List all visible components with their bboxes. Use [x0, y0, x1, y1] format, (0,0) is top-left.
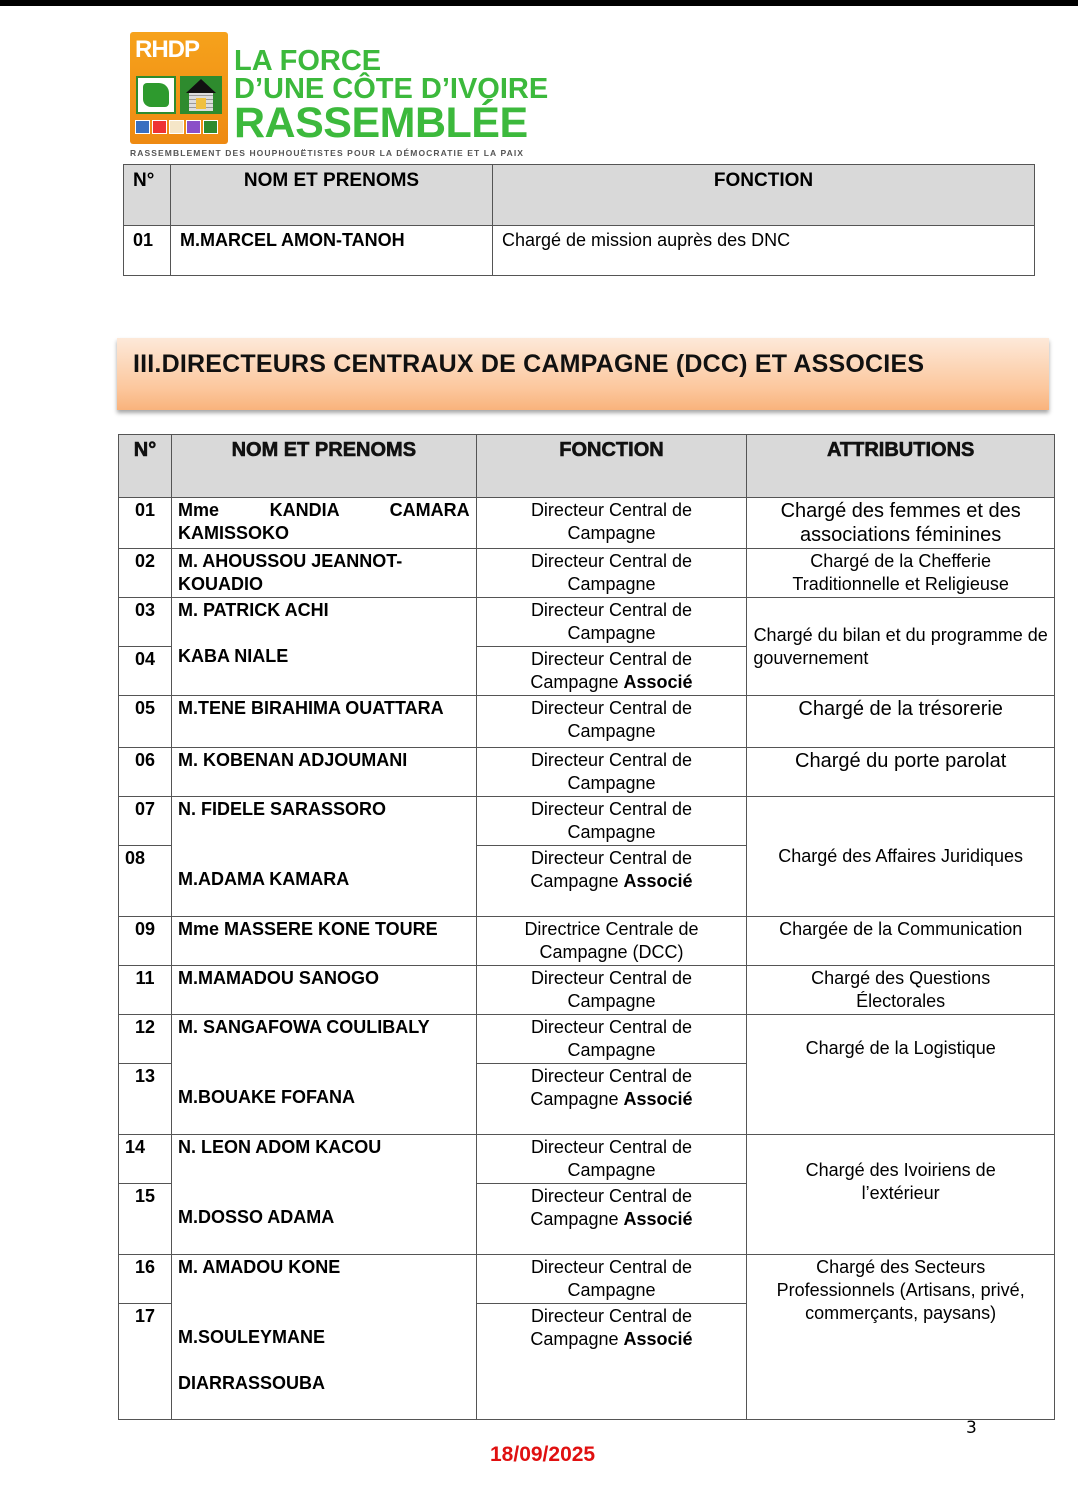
cell-fonction: [476, 1015, 747, 1064]
top-black-bar: [0, 0, 1078, 6]
attr-line: associations féminines: [800, 524, 1002, 546]
cell-number: 02: [119, 549, 172, 598]
cell-number: 12: [119, 1015, 172, 1064]
party-logo-icon-3: [169, 120, 184, 134]
fonction-line2: Campagne: [567, 623, 656, 643]
cell-number: 05: [119, 696, 172, 748]
cell-number: 13: [119, 1064, 172, 1135]
cell-name-merged: [171, 1135, 476, 1255]
cell-number: 15: [119, 1184, 172, 1255]
table-header-row: [124, 165, 1035, 226]
cell-name-merged: [171, 797, 476, 917]
associe-label: Associé: [623, 871, 693, 891]
cell-attributions: Chargé de la Logistique: [747, 1015, 1055, 1135]
fonction-line1: Directeur Central de: [530, 1257, 693, 1277]
attr-line: Traditionnelle et Religieuse: [792, 574, 1009, 594]
name-primary: M. SANGAFOWA COULIBALY: [177, 1017, 430, 1037]
fonction-line2: Campagne: [567, 991, 656, 1011]
associe-label: Associé: [623, 672, 693, 692]
cell-attributions: [747, 549, 1055, 598]
table-row: [119, 696, 1055, 748]
cell-fonction: [476, 1304, 747, 1420]
cell-fonction: [476, 1064, 747, 1135]
cell-fonction: Chargé de mission auprès des DNC: [493, 226, 1035, 276]
table-header-row: [119, 435, 1055, 498]
attr-line: Chargé des Ivoiriens de: [805, 1160, 996, 1180]
cell-name: Mme KANDIA CAMARA KAMISSOKO: [171, 498, 476, 549]
logo-subtitle: RASSEMBLEMENT DES HOUPHOUËTISTES POUR LA DÉMOCRATIE ET LA PAIX: [130, 148, 525, 158]
house-icon: [180, 76, 222, 114]
cell-attributions: Chargé des Affaires Juridiques: [747, 797, 1055, 917]
mission-table: [123, 164, 1035, 276]
fonction-line2: Campagne: [567, 574, 656, 594]
cell-name-merged: [171, 1255, 476, 1420]
fonction-line1: Directeur Central de: [530, 1017, 693, 1037]
name-associate-line1: M.SOULEYMANE: [177, 1327, 325, 1347]
cell-fonction: [476, 1184, 747, 1255]
table-row: [119, 498, 1055, 549]
header-name: NOM ET PRENOMS: [171, 165, 493, 226]
fonction-line1: Directrice Centrale de: [524, 919, 699, 939]
cell-attributions: [747, 1255, 1055, 1420]
ivory-coast-map-icon: [136, 76, 176, 114]
cell-name-merged: [171, 598, 476, 696]
name-associate: M.DOSSO ADAMA: [177, 1207, 335, 1227]
cell-number: 14: [119, 1135, 172, 1184]
header-attributions: ATTRIBUTIONS: [747, 435, 1055, 498]
logo-orange-badge: [130, 32, 228, 144]
name-associate: M.BOUAKE FOFANA: [177, 1087, 355, 1107]
section-banner: [117, 338, 1049, 410]
attr-line: Chargé des Questions: [811, 968, 991, 988]
fonction-line2: Campagne (DCC): [539, 942, 684, 962]
name-associate-line2: DIARRASSOUBA: [177, 1373, 325, 1393]
fonction-line1: Directeur Central de: [530, 500, 693, 520]
logo-slogan: [234, 45, 549, 148]
name-primary: M. AMADOU KONE: [177, 1257, 341, 1277]
cell-name: M.TENE BIRAHIMA OUATTARA: [171, 696, 476, 748]
fonction-line1: Directeur Central de: [530, 649, 693, 669]
cell-fonction: [476, 498, 747, 549]
cell-name-merged: [171, 1015, 476, 1135]
cell-fonction: [476, 696, 747, 748]
fonction-line2: Campagne: [567, 721, 656, 741]
cell-name: M.MAMADOU SANOGO: [171, 966, 476, 1015]
associe-label: Associé: [623, 1089, 693, 1109]
cell-attributions: Chargé du porte parolat: [747, 748, 1055, 797]
cell-attributions: [747, 498, 1055, 549]
cell-attributions: Chargée de la Communication: [747, 917, 1055, 966]
fonction-line1: Directeur Central de: [530, 1186, 693, 1206]
table-row: [119, 1015, 1055, 1064]
cell-number: 06: [119, 748, 172, 797]
cell-attributions: [747, 1135, 1055, 1255]
table-row: [119, 1255, 1055, 1304]
cell-fonction: [476, 1135, 747, 1184]
fonction-line2: Campagne: [567, 773, 656, 793]
cell-fonction: [476, 647, 747, 696]
logo-slogan-line1: LA FORCE: [234, 45, 382, 77]
table-row: [119, 797, 1055, 846]
associe-label: Associé: [623, 1209, 693, 1229]
cell-attributions: Chargé du bilan et du programme de gouvernement: [747, 598, 1055, 696]
fonction-line1: Directeur Central de: [530, 1306, 693, 1326]
header-fonction: FONCTION: [493, 165, 1035, 226]
table-row: [119, 748, 1055, 797]
header-number: N°: [119, 435, 172, 498]
cell-name: M. AHOUSSOU JEANNOT-KOUADIO: [171, 549, 476, 598]
fonction-line2: Campagne: [530, 1209, 619, 1229]
cell-number: 08: [119, 846, 172, 917]
table-row: [119, 598, 1055, 647]
fonction-line2: Campagne: [567, 1280, 656, 1300]
fonction-line2: Campagne: [530, 871, 619, 891]
cell-number: 04: [119, 647, 172, 696]
attr-line: Professionnels (Artisans, privé,: [776, 1280, 1025, 1300]
table-row: [119, 966, 1055, 1015]
cell-fonction: [476, 846, 747, 917]
cell-number: 01: [119, 498, 172, 549]
cell-fonction: [476, 1255, 747, 1304]
header-number: N°: [124, 165, 171, 226]
cell-fonction: [476, 549, 747, 598]
section-title: III.DIRECTEURS CENTRAUX DE CAMPAGNE (DCC) ET ASSOCIES: [133, 350, 925, 378]
fonction-line1: Directeur Central de: [530, 551, 693, 571]
table-row: [119, 549, 1055, 598]
cell-fonction: [476, 917, 747, 966]
cell-fonction: [476, 748, 747, 797]
fonction-line2: Campagne: [567, 1160, 656, 1180]
cell-name: Mme MASSERE KONE TOURE: [171, 917, 476, 966]
logo-slogan-line3: RASSEMBLÉE: [234, 99, 528, 148]
document-date: 18/09/2025: [490, 1443, 596, 1466]
name-associate: M.ADAMA KAMARA: [177, 869, 350, 889]
header-fonction: FONCTION: [476, 435, 747, 498]
fonction-line2: Campagne: [530, 672, 619, 692]
logo-slogan-line2: D’UNE CÔTE D’IVOIRE: [234, 72, 549, 105]
cell-number: 03: [119, 598, 172, 647]
party-logo-icon-2: [152, 120, 167, 134]
fonction-line1: Directeur Central de: [530, 1066, 693, 1086]
attr-line: l’extérieur: [861, 1183, 940, 1203]
rhdp-logo: [130, 32, 550, 162]
fonction-line1: Directeur Central de: [530, 1137, 693, 1157]
fonction-line2: Campagne: [567, 1040, 656, 1060]
attr-line: Chargé des Secteurs: [816, 1257, 986, 1277]
party-logo-icon-5: [203, 120, 218, 134]
associe-label: Associé: [623, 1329, 693, 1349]
party-logo-icon-4: [186, 120, 201, 134]
directors-table: [118, 434, 1055, 1420]
table-row: [119, 917, 1055, 966]
party-logo-icon-1: [135, 120, 150, 134]
cell-number: 07: [119, 797, 172, 846]
logo-badge-text: RHDP: [135, 36, 200, 63]
cell-attributions: [747, 966, 1055, 1015]
table-row: [119, 1135, 1055, 1184]
fonction-line2: Campagne: [567, 822, 656, 842]
header-name: NOM ET PRENOMS: [171, 435, 476, 498]
fonction-line1: Directeur Central de: [530, 968, 693, 988]
fonction-line1: Directeur Central de: [530, 750, 693, 770]
fonction-line1: Directeur Central de: [530, 600, 693, 620]
page-number: 3: [966, 1418, 977, 1438]
table-row: [124, 226, 1035, 276]
cell-name: M. KOBENAN ADJOUMANI: [171, 748, 476, 797]
fonction-line2: Campagne: [530, 1329, 619, 1349]
attr-line: Chargé de la Chefferie: [810, 551, 992, 571]
attr-line: commerçants, paysans): [805, 1303, 997, 1323]
name-primary: N. LEON ADOM KACOU: [177, 1137, 382, 1157]
cell-name: M.MARCEL AMON-TANOH: [171, 226, 493, 276]
fonction-line1: Directeur Central de: [530, 799, 693, 819]
attr-line: Électorales: [856, 991, 946, 1011]
attr-line: Chargé des femmes et des: [780, 500, 1021, 522]
fonction-line1: Directeur Central de: [530, 698, 693, 718]
cell-fonction: [476, 797, 747, 846]
cell-fonction: [476, 966, 747, 1015]
name-associate: KABA NIALE: [177, 646, 289, 666]
cell-number: 17: [119, 1304, 172, 1420]
fonction-line2: Campagne: [530, 1089, 619, 1109]
fonction-line1: Directeur Central de: [530, 848, 693, 868]
cell-number: 16: [119, 1255, 172, 1304]
cell-number: 11: [119, 966, 172, 1015]
name-primary: M. PATRICK ACHI: [177, 600, 329, 620]
cell-fonction: [476, 598, 747, 647]
name-primary: N. FIDELE SARASSORO: [177, 799, 386, 819]
fonction-line2: Campagne: [567, 523, 656, 543]
cell-attributions: Chargé de la trésorerie: [747, 696, 1055, 748]
cell-number: 01: [124, 226, 171, 276]
cell-number: 09: [119, 917, 172, 966]
